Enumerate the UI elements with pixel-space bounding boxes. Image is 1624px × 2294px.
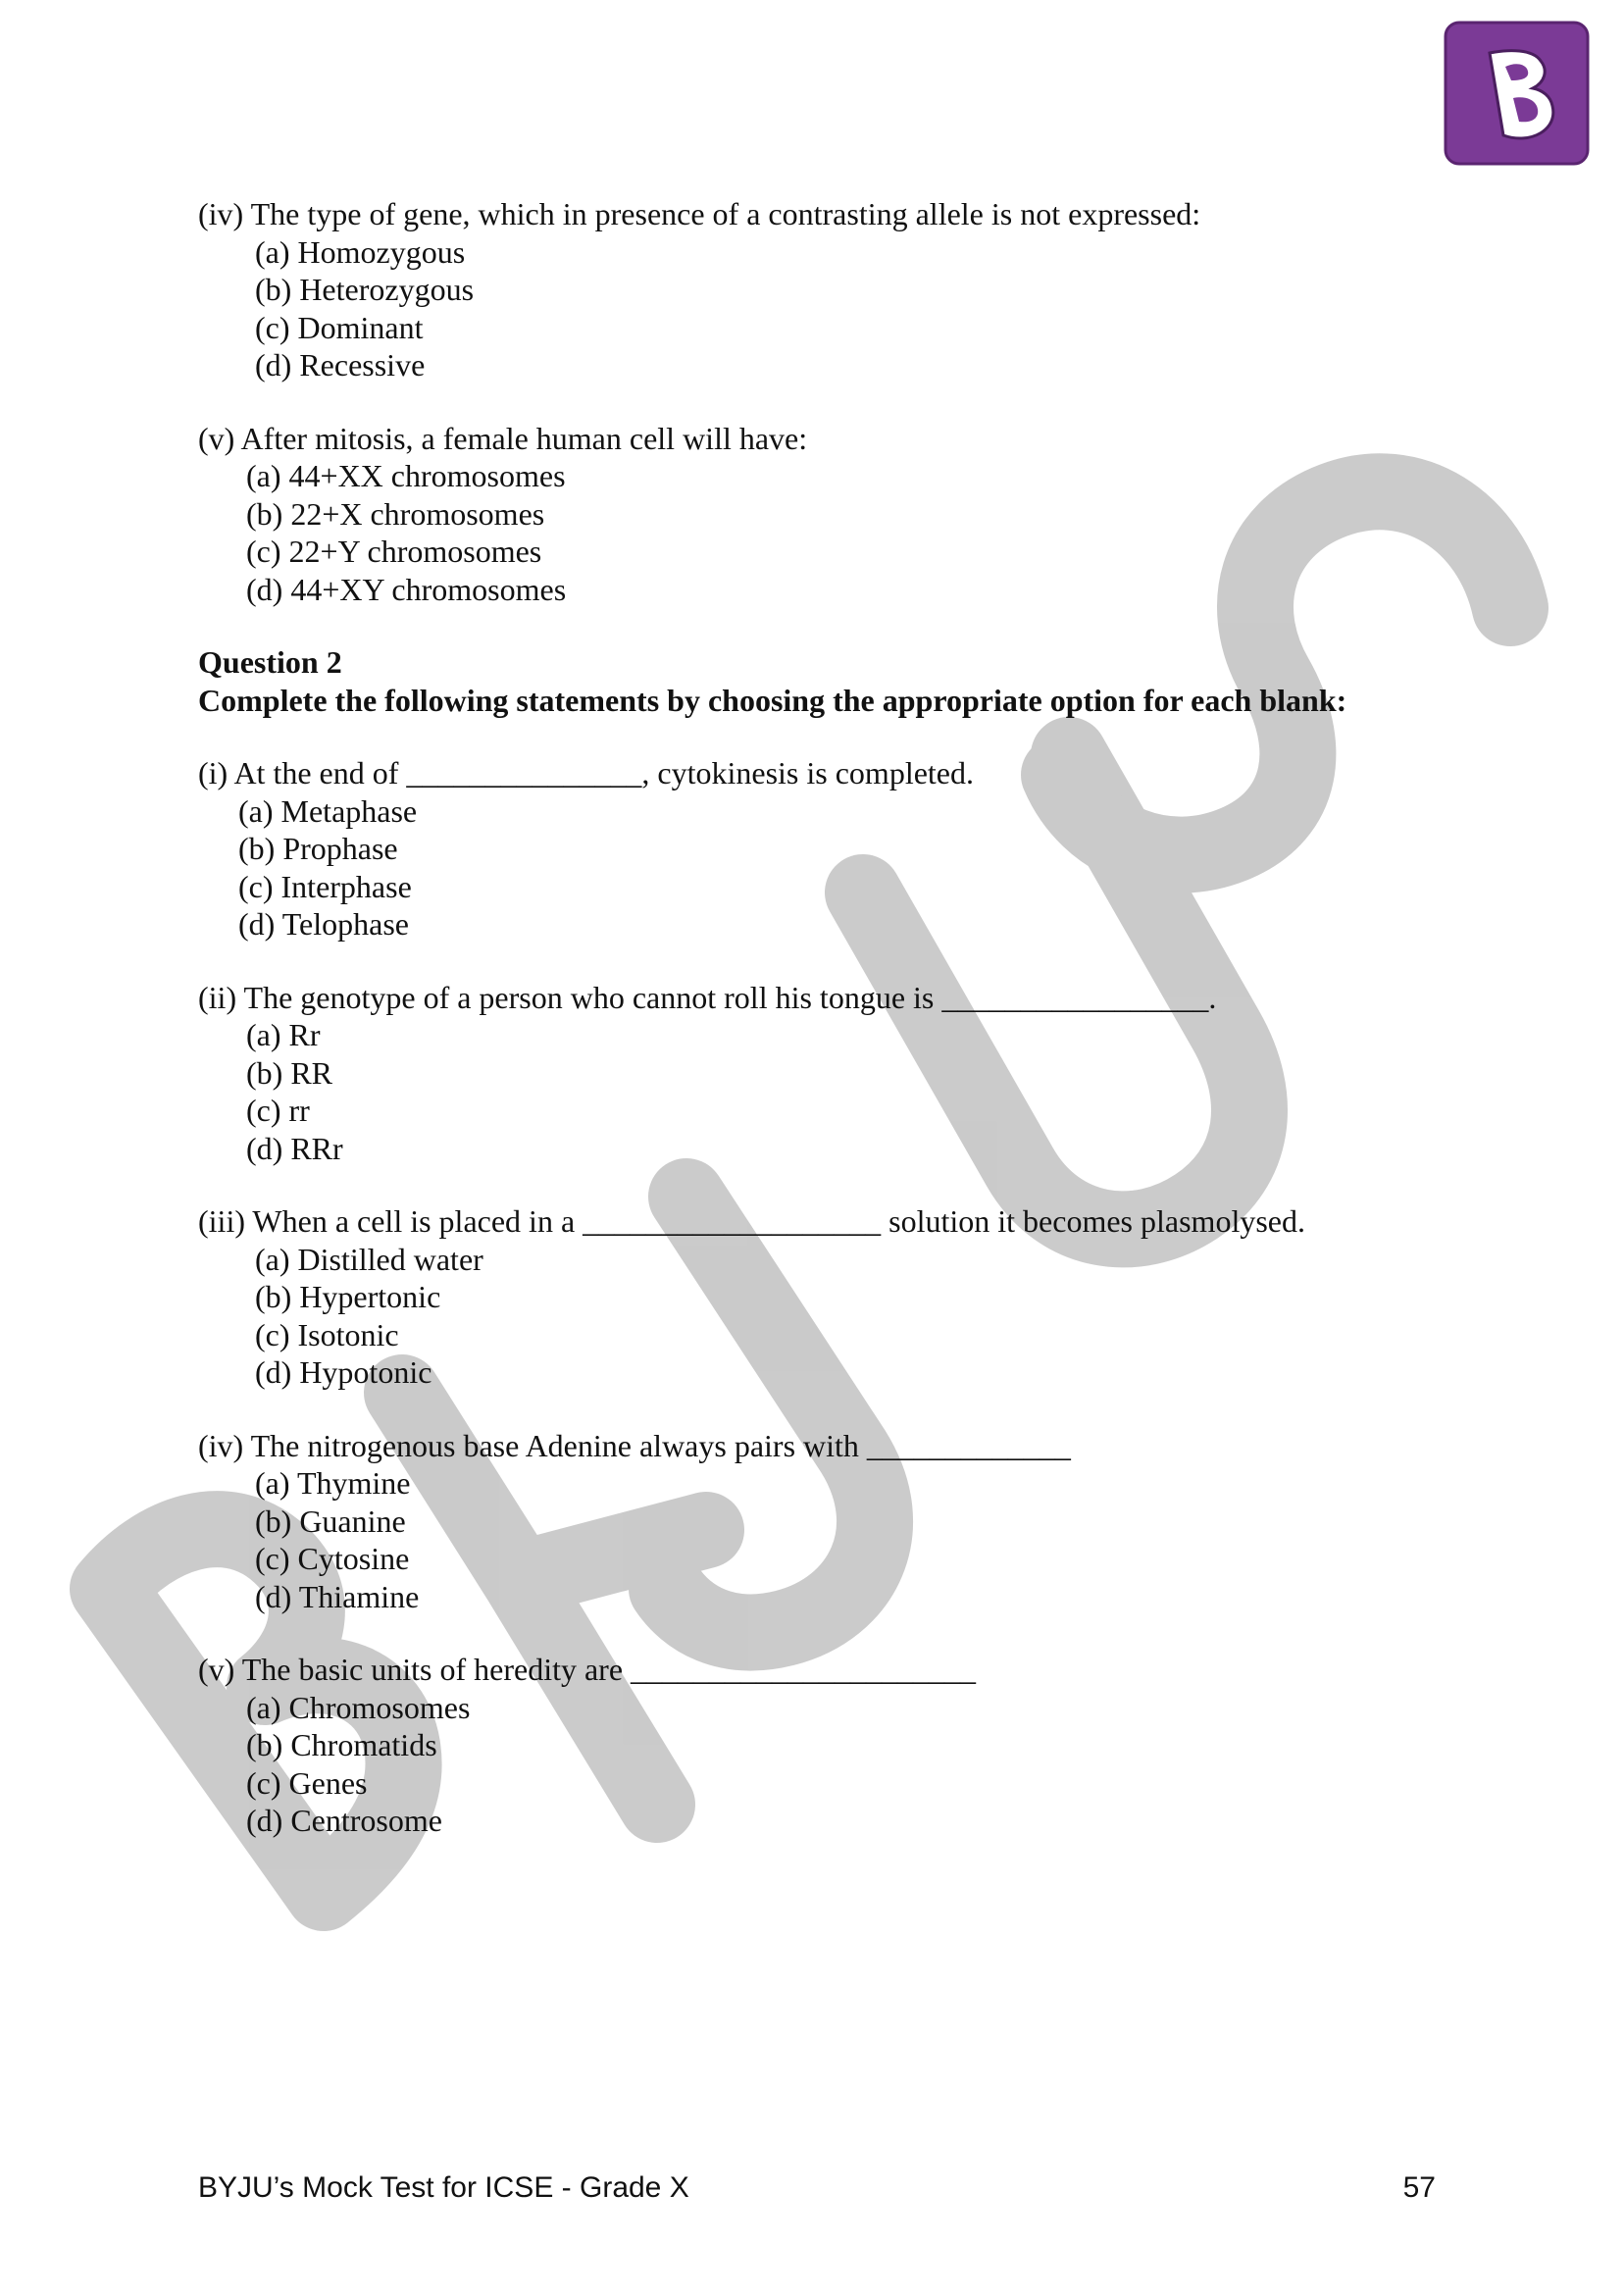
option-b: (b) Hypertonic (255, 1279, 441, 1314)
option-b: (b) Chromatids (246, 1727, 437, 1762)
option-b: (b) Prophase (238, 831, 398, 866)
option-c: (c) Genes (246, 1764, 368, 1801)
option-c: (c) rr (246, 1093, 310, 1128)
question-1-iv (198, 195, 1473, 384)
option-c: (c) Dominant (255, 309, 424, 345)
option-b: (b) RR (246, 1054, 332, 1091)
option-b: (b) 22+X chromosomes (246, 495, 545, 532)
option-d: (d) Telophase (238, 906, 409, 942)
option-d: (d) Thiamine (255, 1578, 420, 1614)
question-2-title: Question 2 (198, 644, 342, 680)
option-a: (a) Rr (246, 1017, 321, 1052)
question-2-v (198, 1651, 1473, 1840)
option-a: (a) Metaphase (238, 792, 418, 829)
page-content (198, 195, 1473, 1875)
question-stem: (iii) When a cell is placed in a ___________________ solution it becomes plasmolysed. (198, 1203, 1305, 1239)
question-2-iii (198, 1202, 1473, 1392)
option-a: (a) Chromosomes (246, 1689, 471, 1725)
option-c: (c) Interphase (238, 868, 412, 904)
option-d: (d) RRr (246, 1130, 343, 1166)
option-c: (c) Isotonic (255, 1316, 399, 1352)
question-stem: (iv) The nitrogenous base Adenine always pairs with _____________ (198, 1427, 1071, 1463)
option-a: (a) Distilled water (255, 1241, 483, 1277)
question-stem: (v) After mitosis, a female human cell will have: (198, 420, 808, 456)
footer-title: BYJU’s Mock Test for ICSE - Grade X (198, 2171, 689, 2204)
question-stem: (iv) The type of gene, which in presence of a contrasting allele is not expressed: (198, 196, 1201, 231)
question-2-i (198, 754, 1473, 943)
option-d: (d) 44+XY chromosomes (246, 571, 567, 607)
question-stem: (v) The basic units of heredity are ______________________ (198, 1652, 977, 1687)
page-footer (198, 2171, 1436, 2205)
page-number: 57 (1402, 2171, 1436, 2204)
option-b: (b) Heterozygous (255, 272, 475, 307)
question-stem: (ii) The genotype of a person who cannot roll his tongue is _________________. (198, 979, 1217, 1015)
option-d: (d) Centrosome (246, 1803, 442, 1838)
option-d: (d) Hypotonic (255, 1354, 432, 1390)
question-2-iv (198, 1427, 1473, 1616)
question-2-ii (198, 979, 1473, 1168)
option-a: (a) Homozygous (255, 233, 466, 270)
option-c: (c) 22+Y chromosomes (246, 534, 542, 569)
option-a: (a) Thymine (255, 1465, 411, 1501)
byjus-logo (1443, 20, 1591, 167)
question-2-instruction: Complete the following statements by choosing the appropriate option for each blank: (198, 682, 1347, 718)
option-b: (b) Guanine (255, 1503, 406, 1539)
question-2-header (198, 643, 1473, 719)
option-d: (d) Recessive (255, 347, 426, 382)
question-1-v (198, 420, 1473, 609)
option-c: (c) Cytosine (255, 1541, 410, 1576)
option-a: (a) 44+XX chromosomes (246, 458, 566, 493)
question-stem: (i) At the end of _______________, cytokinesis is completed. (198, 755, 974, 790)
